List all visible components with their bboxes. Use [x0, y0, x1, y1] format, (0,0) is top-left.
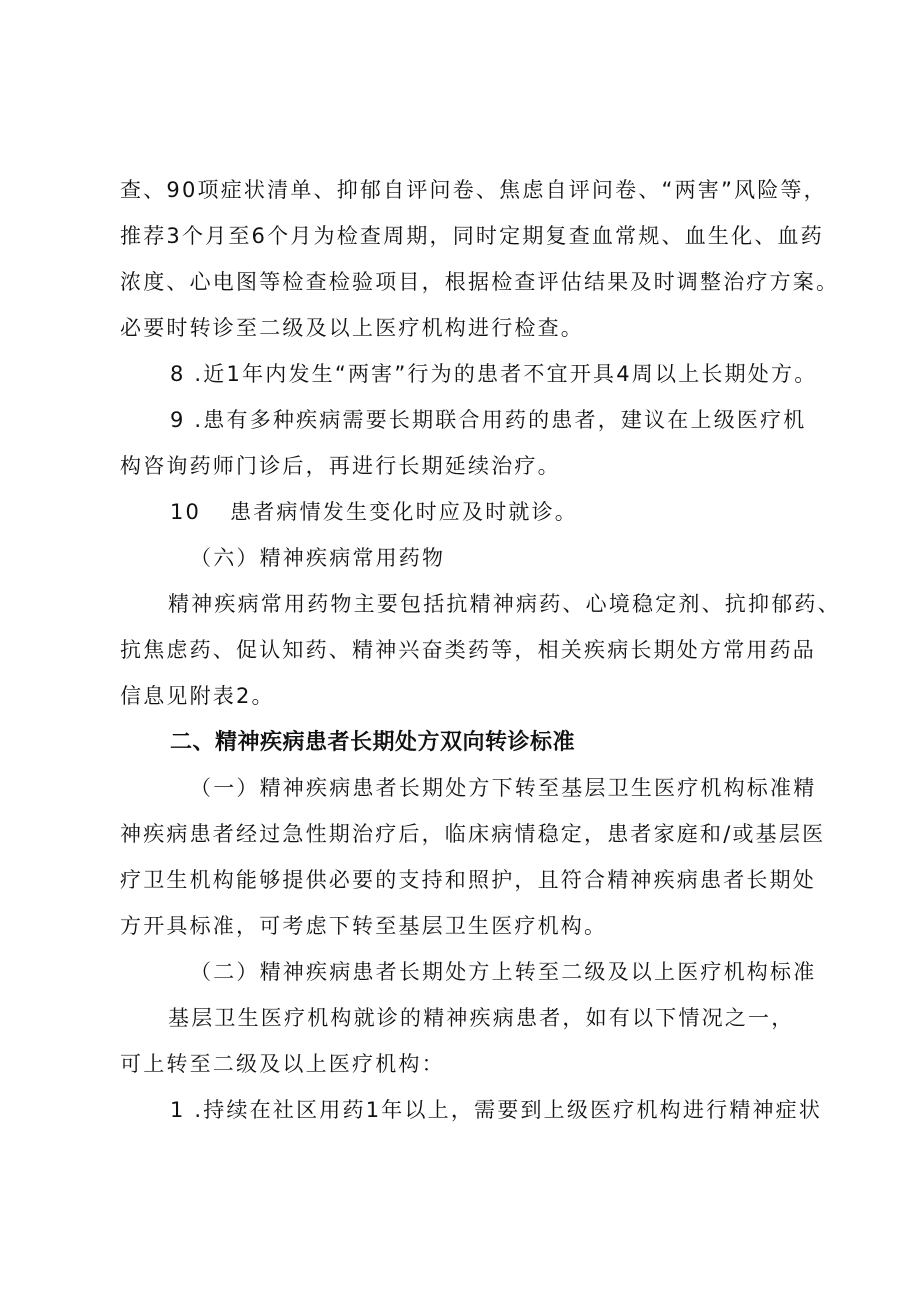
- list-item-10-text: 患者病情发生变化时应及时就诊。: [230, 500, 578, 524]
- subsection-1-line-2: 神疾病患者经过急性期治疗后，临床病情稳定，患者家庭和/或基层医: [120, 822, 826, 846]
- section-6-body-line-3: 信息见附表2。: [120, 684, 275, 708]
- subsection-2-title: （二）精神疾病患者长期处方上转至二级及以上医疗机构标准: [190, 960, 817, 984]
- subsection-1-line-3: 疗卫生机构能够提供必要的支持和照护，且符合精神疾病患者长期处: [120, 868, 816, 892]
- subsection-1-line-4: 方开具标准，可考虑下转至基层卫生医疗机构。: [120, 914, 608, 938]
- list-item-1: 1 .持续在社区用药1年以上，需要到上级医疗机构进行精神症状: [170, 1098, 823, 1122]
- subsection-1-line-1: （一）精神疾病患者长期处方下转至基层卫生医疗机构标准精: [190, 776, 817, 800]
- section-heading-2: 二、精神疾病患者长期处方双向转诊标准: [170, 730, 576, 755]
- list-item-9-line-1: 9 .患有多种疾病需要长期联合用药的患者，建议在上级医疗机: [170, 408, 807, 432]
- section-6-body-line-2: 抗焦虑药、促认知药、精神兴奋类药等，相关疾病长期处方常用药品: [120, 638, 816, 662]
- list-item-9-line-2: 构咨询药师门诊后，再进行长期延续治疗。: [120, 454, 561, 478]
- para-continued-line-3: 浓度、心电图等检查检验项目，根据检查评估结果及时调整治疗方案。: [120, 270, 840, 294]
- list-item-8: 8 .近1年内发生“两害”行为的患者不宜开具4周以上长期处方。: [170, 362, 818, 386]
- para-continued-line-2: 推荐3个月至6个月为检查周期，同时定期复查血常规、血生化、血药: [120, 224, 824, 248]
- para-continued-line-4: 必要时转诊至二级及以上医疗机构进行检查。: [120, 316, 584, 340]
- subsection-2-body-line-1: 基层卫生医疗机构就诊的精神疾病患者，如有以下情况之一，: [168, 1006, 795, 1030]
- para-continued-line-1: 查、90项症状清单、抑郁自评问卷、焦虑自评问卷、“两害”风险等，: [120, 178, 827, 202]
- section-6-body-line-1: 精神疾病常用药物主要包括抗精神病药、心境稳定剂、抗抑郁药、: [168, 592, 841, 616]
- subsection-2-body-line-2: 可上转至二级及以上医疗机构：: [120, 1052, 445, 1076]
- list-item-10-number: 10: [170, 500, 202, 524]
- section-6-title: （六）精神疾病常用药物: [190, 546, 446, 570]
